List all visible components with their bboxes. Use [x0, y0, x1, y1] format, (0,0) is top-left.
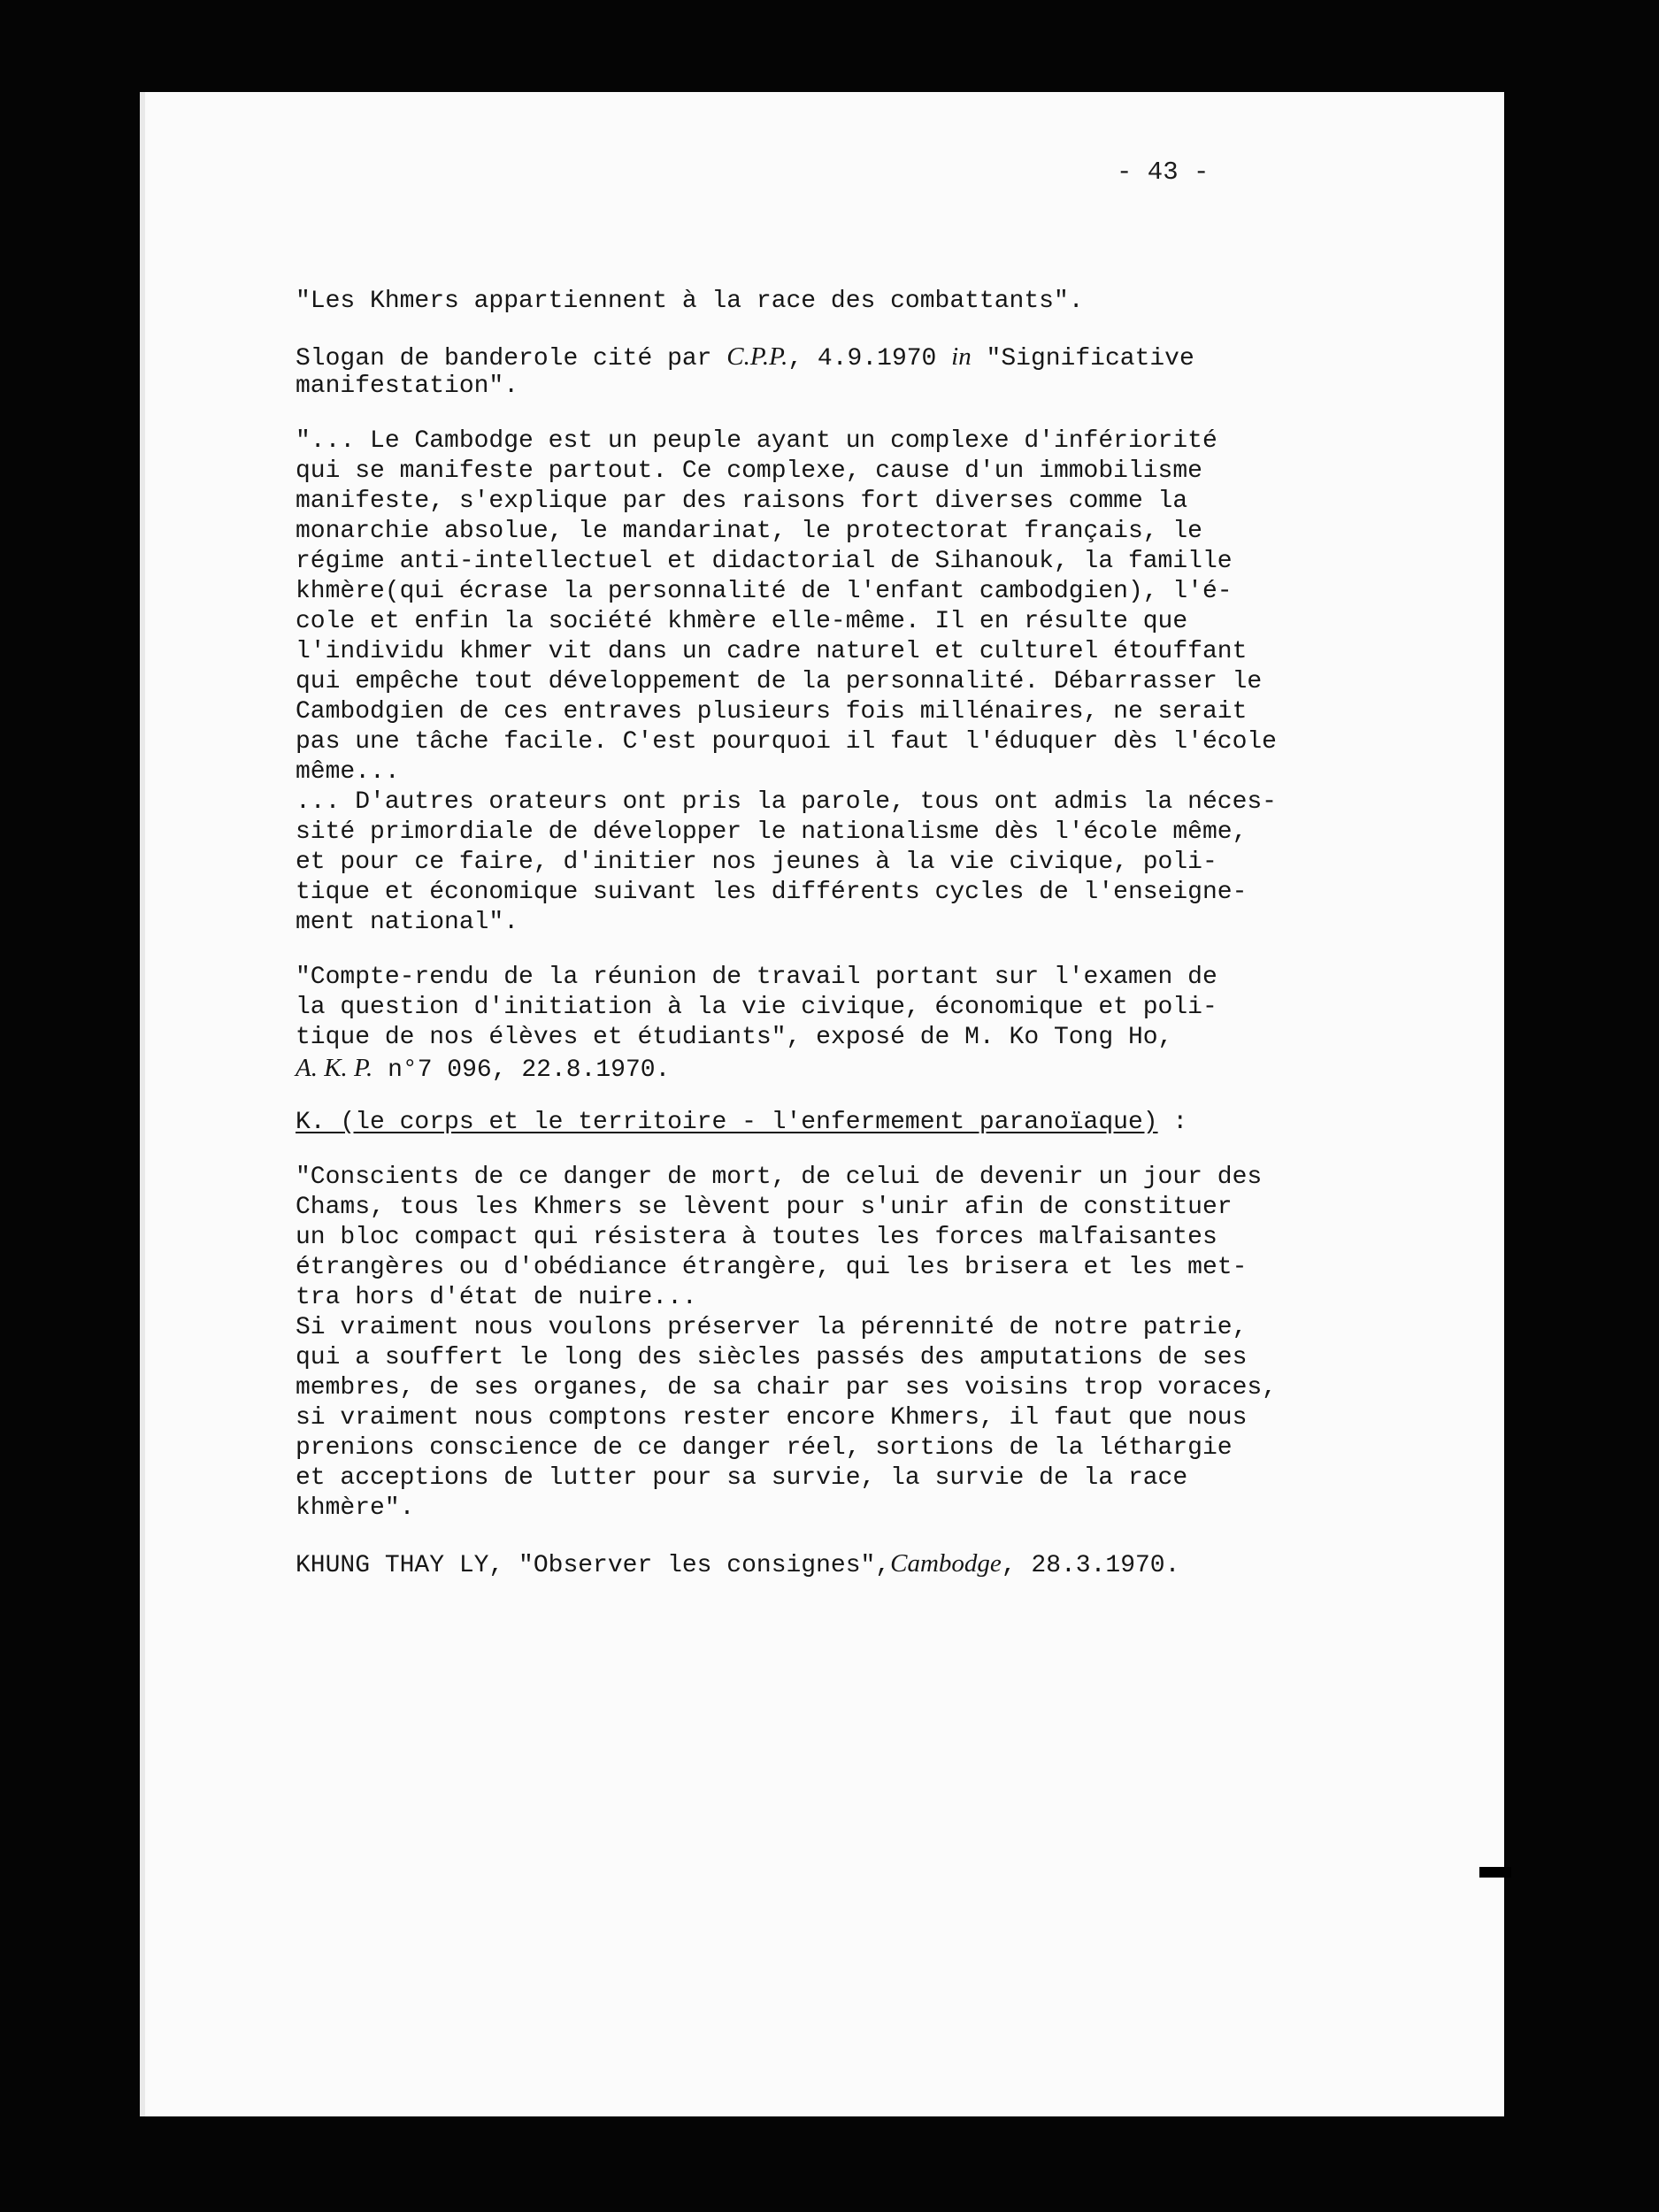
quote-line: Si vraiment nous voulons préserver la pérennité de notre patrie, [296, 1314, 1248, 1341]
citation-line [296, 1548, 1233, 1578]
quote-line: et acceptions de lutter pour sa survie, la survie de la race [296, 1464, 1188, 1492]
citation-date: , 4.9.1970 [787, 345, 952, 373]
quote-line: régime anti-intellectuel et didactorial de Sihanouk, la famille [296, 548, 1233, 575]
quote-line: l'individu khmer vit dans un cadre naturel et culturel étouffant [296, 638, 1248, 665]
section-heading-line [296, 1108, 1233, 1138]
citation-detail: n°7 096, 22.8.1970. [373, 1056, 671, 1084]
section-heading [296, 1108, 1233, 1138]
citation-date: , 28.3.1970. [1001, 1552, 1180, 1579]
quote-education [296, 426, 1277, 938]
quote-line: sité primordiale de développer le nationalisme dès l'école même, [296, 818, 1248, 846]
quote-line: si vraiment nous comptons rester encore Khmers, il faut que nous [296, 1404, 1248, 1432]
citation-source: C.P.P. [726, 342, 788, 371]
quote-line: tique et économique suivant les différents cycles de l'enseigne- [296, 879, 1248, 906]
quote-line: Cambodgien de ces entraves plusieurs fois millénaires, ne serait [296, 698, 1248, 726]
page-number: - 43 - [1117, 157, 1210, 187]
quote-line: monarchie absolue, le mandarinat, le protectorat français, le [296, 518, 1202, 545]
quote-line: membres, de ses organes, de sa chair par ses voisins trop voraces, [296, 1374, 1277, 1402]
quote-line: manifeste, s'explique par des raisons fort diverses comme la [296, 488, 1188, 515]
citation-prefix: Slogan de banderole cité par [296, 345, 727, 373]
quote-line: qui empêche tout développement de la personnalité. Débarrasser le [296, 668, 1263, 695]
citation-prefix: KHUNG THAY LY, "Observer les consignes", [296, 1552, 891, 1579]
quote-line: khmère(qui écrase la personnalité de l'enfant cambodgien), l'é- [296, 578, 1233, 605]
quote-line: qui a souffert le long des siècles passés des amputations de ses [296, 1344, 1248, 1371]
quote-line: "Les Khmers appartiennent à la race des combattants". [296, 288, 1084, 315]
quote-line: prenions conscience de ce danger réel, sortions de la léthargie [296, 1434, 1233, 1462]
quote-line: Chams, tous les Khmers se lèvent pour s'unir afin de constituer [296, 1194, 1233, 1221]
quote-line: étrangères ou d'obédiance étrangère, qui les brisera et les met- [296, 1254, 1248, 1281]
quote-line: et pour ce faire, d'initier nos jeunes à la vie civique, poli- [296, 849, 1217, 876]
citation-line: "Compte-rendu de la réunion de travail portant sur l'examen de [296, 964, 1217, 991]
citation-in: in [951, 342, 972, 371]
section-heading-colon: : [1157, 1109, 1188, 1136]
citation-line: la question d'initiation à la vie civique, économique et poli- [296, 994, 1217, 1021]
citation-source: Cambodge [890, 1549, 1002, 1578]
citation-line: tique de nos élèves et étudiants", exposé de M. Ko Tong Ho, [296, 1024, 1173, 1051]
quote-line: tra hors d'état de nuire... [296, 1284, 697, 1311]
quote-line: ment national". [296, 909, 519, 936]
quote-line: ... D'autres orateurs ont pris la parole, tous ont admis la néces- [296, 788, 1277, 816]
quote-territory [296, 1163, 1277, 1524]
quote-line: même... [296, 758, 400, 786]
page-body [296, 287, 1277, 1579]
quote-line: khmère". [296, 1494, 415, 1522]
quote-slogan [296, 287, 1233, 317]
section-heading-text: K. (le corps et le territoire - l'enfermement paranoïaque) [296, 1109, 1158, 1136]
citation-line [296, 342, 1233, 372]
citation-line: manifestation". [296, 373, 519, 400]
quote-line: cole et enfin la société khmère elle-même. Il en résulte que [296, 608, 1188, 635]
citation-cambodge [296, 1548, 1233, 1578]
quote-line: un bloc compact qui résistera à toutes les forces malfaisantes [296, 1224, 1217, 1251]
page-edge-marker [1479, 1867, 1511, 1878]
citation-line [296, 1053, 1233, 1083]
citation-title: "Significative [971, 345, 1194, 373]
quote-line: "Conscients de ce danger de mort, de celui de devenir un jour des [296, 1164, 1263, 1191]
quote-line: "... Le Cambodge est un peuple ayant un complexe d'infériorité [296, 427, 1217, 455]
citation-report [296, 963, 1233, 1083]
quote-line: pas une tâche facile. C'est pourquoi il faut l'éduquer dès l'école [296, 728, 1277, 756]
citation-source: A. K. P. [296, 1054, 373, 1082]
citation-slogan [296, 342, 1233, 402]
quote-line: qui se manifeste partout. Ce complexe, cause d'un immobilisme [296, 457, 1202, 485]
